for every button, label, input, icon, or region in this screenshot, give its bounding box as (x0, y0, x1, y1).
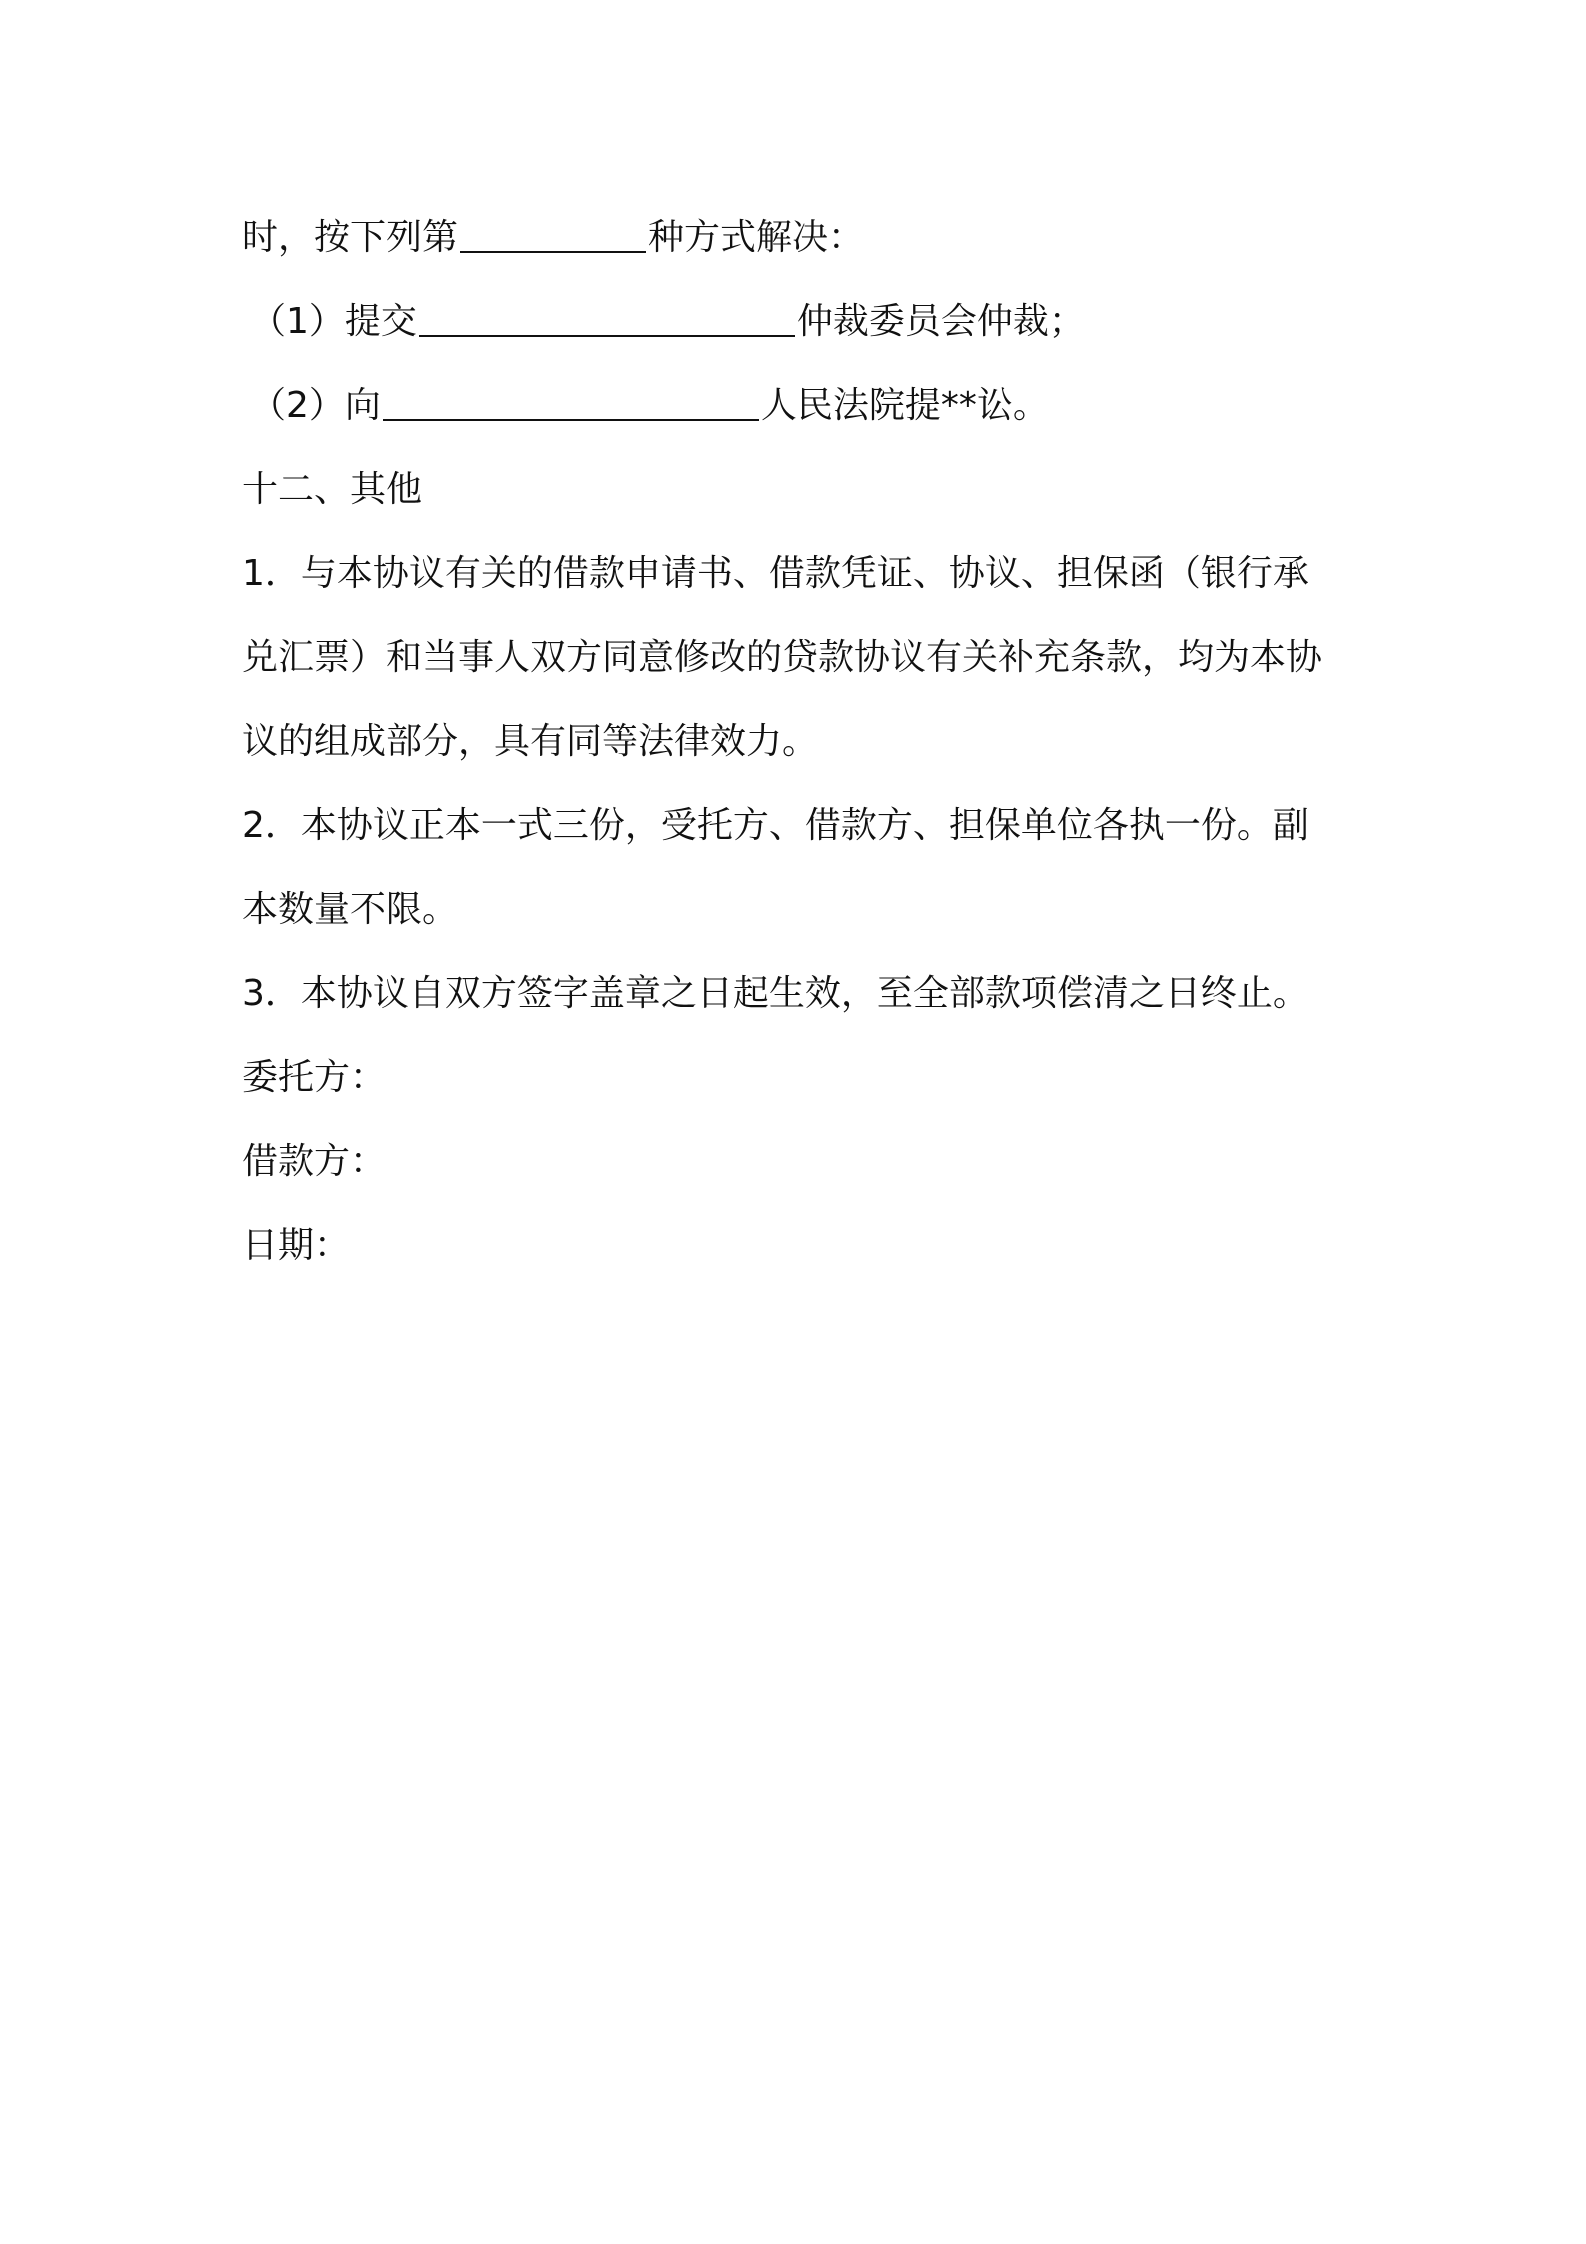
arbitration-commission-blank (419, 299, 795, 337)
option-2-prefix: （2）向 (250, 385, 381, 426)
method-number-blank (460, 215, 646, 253)
option-1-line (242, 280, 1362, 364)
paragraph-1-line-3: 议的组成部分，具有同等法律效力。 (242, 721, 819, 762)
paragraph-1-line-1: 1．与本协议有关的借款申请书、借款凭证、协议、担保函（银行承 (242, 553, 1309, 594)
option-2-suffix: 人民法院提**讼。 (760, 385, 1049, 426)
paragraph-1-line-2: 兑汇票）和当事人双方同意修改的贷款协议有关补充条款，均为本协 (242, 637, 1323, 678)
option-1-prefix: （1）提交 (250, 301, 417, 342)
arbitration-clause-prefix: 时，按下列第 (242, 217, 459, 258)
option-2-line (242, 364, 1362, 448)
section-heading: 十二、其他 (242, 469, 423, 510)
arbitration-clause-suffix: 种方式解决： (648, 217, 865, 258)
date-label: 日期： (242, 1225, 351, 1266)
option-1-suffix: 仲裁委员会仲裁； (796, 301, 1085, 342)
paragraph-3-line-1: 3．本协议自双方签字盖章之日起生效，至全部款项偿清之日终止。 (242, 973, 1309, 1014)
paragraph-2-line-2: 本数量不限。 (242, 889, 459, 930)
paragraph-2-line-1: 2．本协议正本一式三份，受托方、借款方、担保单位各执一份。副 (242, 805, 1309, 846)
arbitration-clause-line (242, 196, 1362, 280)
principal-signature-label: 委托方： (242, 1057, 387, 1098)
document-body (242, 196, 1362, 1288)
borrower-signature-label: 借款方： (242, 1141, 387, 1182)
court-name-blank (383, 383, 759, 421)
